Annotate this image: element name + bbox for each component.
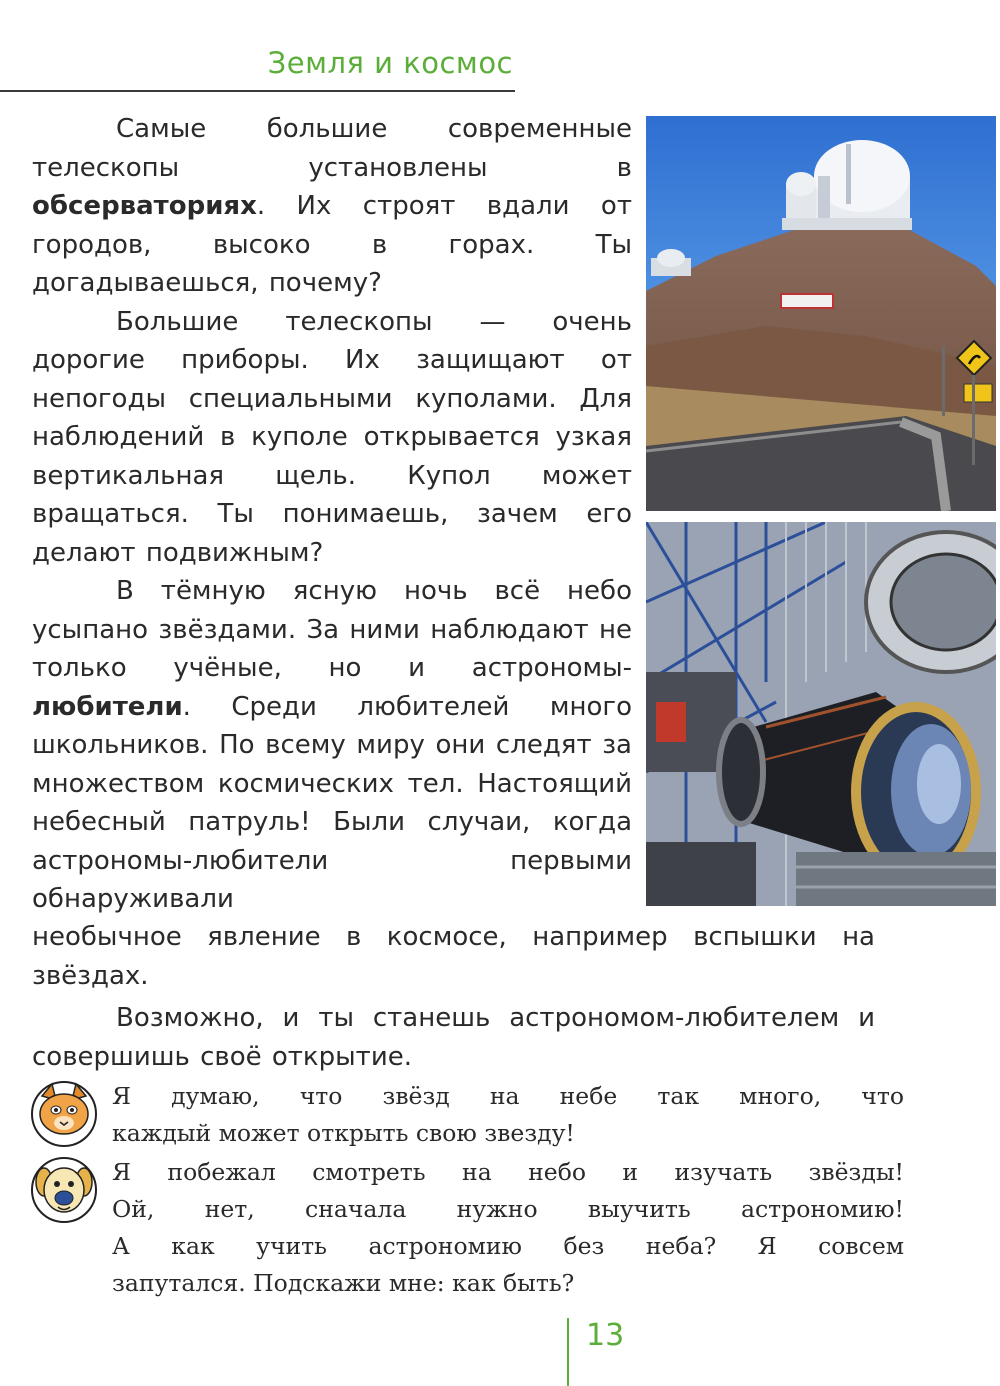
paragraph-text: . Их строят вдали от городов, высоко в горах. Ты догадываешься, почему? <box>32 191 632 298</box>
dog-dialog <box>30 1154 904 1304</box>
paragraph-domes: Большие телескопы — очень дорогие приборы. Их защищают от непогоды специальными куполами. Для наблюдений в куполе открывается узкая вертикальная щель. Купол может вращаться. Ты понимаешь, зачем его делают подвижным? <box>32 306 632 568</box>
paragraph-discovery: Возможно, и ты станешь астрономом-любителем и совершишь своё открытие. <box>32 1003 875 1072</box>
dog-speech-line-3: А как учить астрономию без неба? Я совсем <box>112 1232 904 1260</box>
term-amateurs: любители <box>32 691 183 722</box>
cat-avatar-icon <box>30 1080 98 1148</box>
paragraph-amateurs-continued: необычное явление в космосе, например вспышки на звёздах. <box>32 922 875 991</box>
paragraph-observatories <box>32 110 632 303</box>
cat-dialog <box>30 1078 904 1152</box>
cat-speech-line-1: Я думаю, что звёзд на небе так много, что <box>112 1082 904 1110</box>
page-number-divider <box>567 1318 569 1386</box>
text-full-width <box>32 918 875 1076</box>
paragraph-text: . Среди любителей много школьников. По всему миру они следят за множеством космических тел. Настоящий небесный патруль! Были случаи, когда астрономы-любители первыми обнаруживали <box>32 691 632 914</box>
paragraph-amateurs <box>32 572 632 919</box>
dog-speech-line-1: Я побежал смотреть на небо и изучать звёзды! <box>112 1158 904 1186</box>
dog-speech-line-4: запутался. Подскажи мне: как быть? <box>112 1269 575 1297</box>
paragraph-text: Самые большие современные телескопы установлены в <box>32 114 632 183</box>
observatory-photo <box>646 116 996 511</box>
dog-speech-line-2: Ой, нет, сначала нужно выучить астрономию! <box>112 1195 904 1223</box>
text-column <box>32 110 632 919</box>
telescope-photo <box>646 522 996 906</box>
cat-speech-line-2: каждый может открыть свою звезду! <box>112 1119 575 1147</box>
page-number: 13 <box>586 1318 625 1353</box>
dog-avatar-icon <box>30 1156 98 1224</box>
paragraph-text: В тёмную ясную ночь всё небо усыпано звёздами. За ними наблюдают не только учёные, но и астрономы- <box>32 576 632 683</box>
section-title: Земля и космос <box>267 46 513 80</box>
term-observatories: обсерваториях <box>32 191 257 221</box>
section-header <box>0 44 515 92</box>
